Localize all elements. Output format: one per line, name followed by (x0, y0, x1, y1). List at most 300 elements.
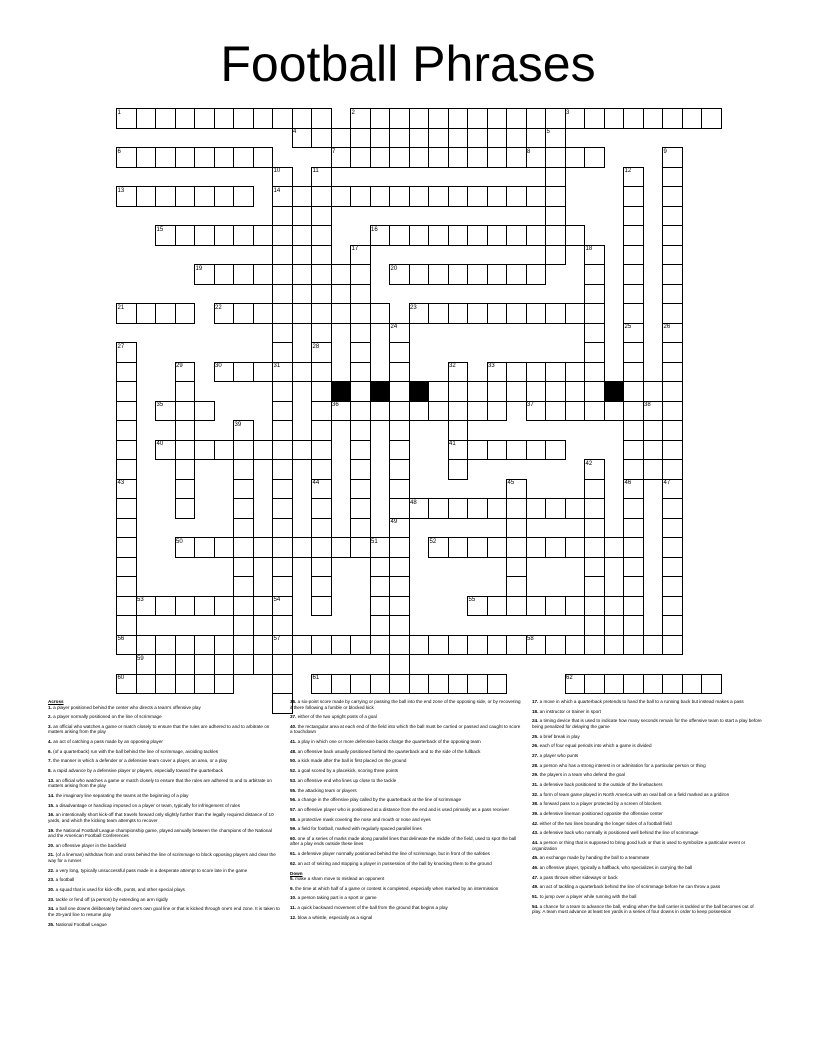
answer-square[interactable] (175, 635, 196, 656)
answer-square[interactable] (662, 615, 683, 636)
answer-square[interactable] (194, 635, 215, 656)
answer-square[interactable] (448, 537, 469, 558)
answer-square[interactable] (370, 128, 391, 149)
answer-square[interactable] (214, 225, 235, 246)
answer-square[interactable] (116, 381, 137, 402)
answer-square[interactable] (175, 147, 196, 168)
answer-square[interactable] (272, 557, 293, 578)
answer-square[interactable] (623, 674, 644, 695)
answer-square[interactable] (389, 147, 410, 168)
answer-square[interactable] (662, 596, 683, 617)
answer-square[interactable] (545, 225, 566, 246)
answer-square[interactable] (233, 440, 254, 461)
answer-square[interactable] (389, 420, 410, 441)
answer-square[interactable] (584, 323, 605, 344)
answer-square[interactable] (311, 440, 332, 461)
answer-square[interactable] (584, 342, 605, 363)
answer-square[interactable] (214, 186, 235, 207)
answer-square[interactable] (526, 537, 547, 558)
answer-square[interactable] (506, 635, 527, 656)
answer-square[interactable] (214, 654, 235, 675)
answer-square[interactable] (292, 537, 313, 558)
answer-square[interactable] (350, 440, 371, 461)
answer-square[interactable] (194, 147, 215, 168)
answer-square[interactable] (662, 674, 683, 695)
answer-square[interactable] (565, 401, 586, 422)
answer-square[interactable] (155, 186, 176, 207)
answer-square[interactable] (604, 596, 625, 617)
answer-square[interactable] (155, 108, 176, 129)
answer-square[interactable] (175, 654, 196, 675)
answer-square[interactable] (604, 108, 625, 129)
answer-square[interactable] (389, 342, 410, 363)
answer-square[interactable] (623, 401, 644, 422)
answer-square[interactable] (623, 557, 644, 578)
answer-square[interactable] (487, 108, 508, 129)
answer-square[interactable] (175, 674, 196, 695)
answer-square[interactable] (272, 284, 293, 305)
answer-square[interactable] (175, 420, 196, 441)
answer-square[interactable] (565, 381, 586, 402)
answer-square[interactable] (604, 401, 625, 422)
answer-square[interactable] (662, 225, 683, 246)
answer-square[interactable] (116, 596, 137, 617)
answer-square[interactable] (233, 186, 254, 207)
answer-square[interactable] (584, 108, 605, 129)
answer-square[interactable] (233, 576, 254, 597)
answer-square[interactable] (623, 420, 644, 441)
answer-square[interactable] (331, 674, 352, 695)
answer-square[interactable] (311, 206, 332, 227)
answer-square[interactable] (116, 537, 137, 558)
answer-square[interactable] (233, 479, 254, 500)
answer-square[interactable] (272, 342, 293, 363)
answer-square[interactable] (272, 401, 293, 422)
answer-square[interactable] (155, 635, 176, 656)
answer-square[interactable] (584, 576, 605, 597)
answer-square[interactable] (682, 108, 703, 129)
answer-square[interactable] (428, 147, 449, 168)
answer-square[interactable] (272, 381, 293, 402)
answer-square[interactable] (623, 225, 644, 246)
answer-square[interactable] (311, 303, 332, 324)
answer-square[interactable] (370, 674, 391, 695)
answer-square[interactable] (545, 537, 566, 558)
answer-square[interactable] (233, 303, 254, 324)
answer-square[interactable] (233, 108, 254, 129)
answer-square[interactable] (623, 186, 644, 207)
answer-square[interactable] (350, 479, 371, 500)
answer-square[interactable] (350, 537, 371, 558)
answer-square[interactable] (194, 440, 215, 461)
answer-square[interactable] (584, 518, 605, 539)
answer-square[interactable] (506, 128, 527, 149)
answer-square[interactable] (272, 459, 293, 480)
answer-square[interactable] (311, 186, 332, 207)
answer-square[interactable] (545, 498, 566, 519)
answer-square[interactable] (175, 401, 196, 422)
answer-square[interactable] (389, 381, 410, 402)
answer-square[interactable] (623, 576, 644, 597)
answer-square[interactable] (545, 167, 566, 188)
answer-square[interactable] (253, 654, 274, 675)
answer-square[interactable] (448, 498, 469, 519)
answer-square[interactable] (682, 674, 703, 695)
answer-square[interactable] (253, 264, 274, 285)
answer-square[interactable] (526, 362, 547, 383)
answer-square[interactable] (448, 401, 469, 422)
answer-square[interactable] (545, 401, 566, 422)
answer-square[interactable] (467, 128, 488, 149)
answer-square[interactable] (662, 264, 683, 285)
answer-square[interactable] (389, 225, 410, 246)
answer-square[interactable] (233, 362, 254, 383)
answer-square[interactable] (565, 537, 586, 558)
answer-square[interactable] (370, 596, 391, 617)
answer-square[interactable] (253, 225, 274, 246)
answer-square[interactable] (643, 674, 664, 695)
answer-square[interactable] (409, 147, 430, 168)
answer-square[interactable] (350, 635, 371, 656)
answer-square[interactable] (526, 108, 547, 129)
answer-square[interactable] (467, 537, 488, 558)
answer-square[interactable] (214, 440, 235, 461)
answer-square[interactable] (214, 264, 235, 285)
answer-square[interactable] (545, 206, 566, 227)
answer-square[interactable] (662, 557, 683, 578)
answer-square[interactable] (623, 381, 644, 402)
answer-square[interactable] (604, 635, 625, 656)
answer-square[interactable] (409, 635, 430, 656)
answer-square[interactable] (233, 615, 254, 636)
answer-square[interactable] (662, 576, 683, 597)
answer-square[interactable] (272, 479, 293, 500)
answer-square[interactable] (467, 635, 488, 656)
answer-square[interactable] (370, 576, 391, 597)
answer-square[interactable] (175, 108, 196, 129)
answer-square[interactable] (584, 381, 605, 402)
answer-square[interactable] (584, 362, 605, 383)
answer-square[interactable] (487, 537, 508, 558)
answer-square[interactable] (175, 479, 196, 500)
answer-square[interactable] (389, 596, 410, 617)
answer-square[interactable] (292, 303, 313, 324)
answer-square[interactable] (428, 674, 449, 695)
answer-square[interactable] (331, 186, 352, 207)
answer-square[interactable] (311, 108, 332, 129)
answer-square[interactable] (389, 537, 410, 558)
answer-square[interactable] (409, 128, 430, 149)
answer-square[interactable] (311, 284, 332, 305)
answer-square[interactable] (331, 303, 352, 324)
answer-square[interactable] (623, 206, 644, 227)
answer-square[interactable] (662, 401, 683, 422)
answer-square[interactable] (409, 186, 430, 207)
answer-square[interactable] (272, 537, 293, 558)
answer-square[interactable] (487, 225, 508, 246)
answer-square[interactable] (370, 615, 391, 636)
answer-square[interactable] (428, 381, 449, 402)
answer-square[interactable] (389, 576, 410, 597)
answer-square[interactable] (701, 674, 722, 695)
answer-square[interactable] (467, 498, 488, 519)
answer-square[interactable] (311, 264, 332, 285)
answer-square[interactable] (194, 186, 215, 207)
answer-square[interactable] (643, 635, 664, 656)
answer-square[interactable] (643, 381, 664, 402)
answer-square[interactable] (233, 635, 254, 656)
answer-square[interactable] (175, 186, 196, 207)
answer-square[interactable] (448, 459, 469, 480)
answer-square[interactable] (487, 674, 508, 695)
answer-square[interactable] (331, 537, 352, 558)
answer-square[interactable] (331, 128, 352, 149)
answer-square[interactable] (448, 147, 469, 168)
answer-square[interactable] (233, 518, 254, 539)
answer-square[interactable] (311, 518, 332, 539)
answer-square[interactable] (487, 498, 508, 519)
answer-square[interactable] (370, 635, 391, 656)
answer-square[interactable] (350, 186, 371, 207)
answer-square[interactable] (506, 537, 527, 558)
answer-square[interactable] (389, 654, 410, 675)
answer-square[interactable] (175, 225, 196, 246)
answer-square[interactable] (506, 576, 527, 597)
answer-square[interactable] (467, 108, 488, 129)
answer-square[interactable] (662, 420, 683, 441)
answer-square[interactable] (350, 323, 371, 344)
answer-square[interactable] (272, 303, 293, 324)
answer-square[interactable] (155, 674, 176, 695)
answer-square[interactable] (565, 362, 586, 383)
answer-square[interactable] (428, 264, 449, 285)
answer-square[interactable] (584, 674, 605, 695)
answer-square[interactable] (467, 440, 488, 461)
answer-square[interactable] (662, 440, 683, 461)
answer-square[interactable] (194, 225, 215, 246)
answer-square[interactable] (643, 420, 664, 441)
answer-square[interactable] (389, 459, 410, 480)
answer-square[interactable] (467, 381, 488, 402)
answer-square[interactable] (526, 498, 547, 519)
answer-square[interactable] (116, 420, 137, 441)
answer-square[interactable] (233, 596, 254, 617)
answer-square[interactable] (506, 498, 527, 519)
answer-square[interactable] (311, 128, 332, 149)
answer-square[interactable] (233, 498, 254, 519)
answer-square[interactable] (506, 381, 527, 402)
answer-square[interactable] (506, 596, 527, 617)
answer-square[interactable] (604, 674, 625, 695)
answer-square[interactable] (448, 128, 469, 149)
answer-square[interactable] (136, 147, 157, 168)
answer-square[interactable] (526, 440, 547, 461)
answer-square[interactable] (584, 147, 605, 168)
answer-square[interactable] (311, 362, 332, 383)
answer-square[interactable] (428, 186, 449, 207)
answer-square[interactable] (370, 401, 391, 422)
answer-square[interactable] (623, 459, 644, 480)
answer-square[interactable] (311, 225, 332, 246)
answer-square[interactable] (175, 498, 196, 519)
answer-square[interactable] (448, 674, 469, 695)
answer-square[interactable] (662, 186, 683, 207)
answer-square[interactable] (194, 674, 215, 695)
answer-square[interactable] (487, 303, 508, 324)
answer-square[interactable] (545, 596, 566, 617)
answer-square[interactable] (272, 518, 293, 539)
answer-square[interactable] (233, 654, 254, 675)
answer-square[interactable] (136, 108, 157, 129)
answer-square[interactable] (545, 147, 566, 168)
answer-square[interactable] (175, 440, 196, 461)
answer-square[interactable] (506, 362, 527, 383)
answer-square[interactable] (311, 498, 332, 519)
answer-square[interactable] (350, 303, 371, 324)
answer-square[interactable] (311, 576, 332, 597)
answer-square[interactable] (311, 635, 332, 656)
answer-square[interactable] (194, 654, 215, 675)
answer-square[interactable] (506, 108, 527, 129)
answer-square[interactable] (155, 596, 176, 617)
answer-square[interactable] (604, 537, 625, 558)
answer-square[interactable] (428, 128, 449, 149)
answer-square[interactable] (506, 518, 527, 539)
answer-square[interactable] (448, 381, 469, 402)
answer-square[interactable] (487, 440, 508, 461)
answer-square[interactable] (214, 147, 235, 168)
answer-square[interactable] (428, 635, 449, 656)
answer-square[interactable] (116, 362, 137, 383)
answer-square[interactable] (623, 498, 644, 519)
answer-square[interactable] (506, 557, 527, 578)
answer-square[interactable] (487, 147, 508, 168)
answer-square[interactable] (389, 108, 410, 129)
answer-square[interactable] (487, 128, 508, 149)
answer-square[interactable] (116, 401, 137, 422)
answer-square[interactable] (311, 401, 332, 422)
answer-square[interactable] (136, 674, 157, 695)
answer-square[interactable] (292, 264, 313, 285)
answer-square[interactable] (506, 440, 527, 461)
answer-square[interactable] (116, 615, 137, 636)
answer-square[interactable] (350, 420, 371, 441)
answer-square[interactable] (311, 596, 332, 617)
answer-square[interactable] (272, 206, 293, 227)
answer-square[interactable] (487, 186, 508, 207)
answer-square[interactable] (662, 537, 683, 558)
answer-square[interactable] (623, 245, 644, 266)
answer-square[interactable] (292, 635, 313, 656)
answer-square[interactable] (253, 303, 274, 324)
answer-square[interactable] (136, 303, 157, 324)
answer-square[interactable] (272, 498, 293, 519)
answer-square[interactable] (272, 615, 293, 636)
answer-square[interactable] (116, 459, 137, 480)
answer-square[interactable] (350, 128, 371, 149)
answer-square[interactable] (545, 303, 566, 324)
answer-square[interactable] (506, 147, 527, 168)
answer-square[interactable] (116, 518, 137, 539)
answer-square[interactable] (487, 635, 508, 656)
answer-square[interactable] (467, 303, 488, 324)
answer-square[interactable] (584, 615, 605, 636)
answer-square[interactable] (409, 264, 430, 285)
answer-square[interactable] (467, 225, 488, 246)
answer-square[interactable] (467, 401, 488, 422)
answer-square[interactable] (545, 362, 566, 383)
answer-square[interactable] (623, 362, 644, 383)
answer-square[interactable] (155, 654, 176, 675)
answer-square[interactable] (545, 186, 566, 207)
answer-square[interactable] (506, 186, 527, 207)
answer-square[interactable] (623, 615, 644, 636)
answer-square[interactable] (253, 147, 274, 168)
answer-square[interactable] (311, 381, 332, 402)
answer-square[interactable] (643, 108, 664, 129)
answer-square[interactable] (623, 108, 644, 129)
answer-square[interactable] (253, 108, 274, 129)
answer-square[interactable] (389, 557, 410, 578)
answer-square[interactable] (350, 342, 371, 363)
answer-square[interactable] (526, 381, 547, 402)
answer-square[interactable] (155, 147, 176, 168)
answer-square[interactable] (662, 245, 683, 266)
answer-square[interactable] (370, 557, 391, 578)
answer-square[interactable] (253, 537, 274, 558)
answer-square[interactable] (584, 537, 605, 558)
answer-square[interactable] (194, 596, 215, 617)
answer-square[interactable] (448, 186, 469, 207)
answer-square[interactable] (214, 537, 235, 558)
answer-square[interactable] (233, 459, 254, 480)
answer-square[interactable] (448, 108, 469, 129)
answer-square[interactable] (272, 420, 293, 441)
answer-square[interactable] (233, 537, 254, 558)
answer-square[interactable] (370, 147, 391, 168)
answer-square[interactable] (448, 225, 469, 246)
answer-square[interactable] (545, 108, 566, 129)
answer-square[interactable] (506, 264, 527, 285)
answer-square[interactable] (428, 303, 449, 324)
answer-square[interactable] (331, 264, 352, 285)
answer-square[interactable] (623, 440, 644, 461)
answer-square[interactable] (272, 264, 293, 285)
answer-square[interactable] (662, 362, 683, 383)
answer-square[interactable] (389, 401, 410, 422)
answer-square[interactable] (350, 284, 371, 305)
answer-square[interactable] (623, 342, 644, 363)
answer-square[interactable] (350, 674, 371, 695)
answer-square[interactable] (389, 674, 410, 695)
answer-square[interactable] (331, 635, 352, 656)
answer-square[interactable] (233, 557, 254, 578)
answer-square[interactable] (584, 498, 605, 519)
answer-square[interactable] (565, 225, 586, 246)
answer-square[interactable] (175, 459, 196, 480)
answer-square[interactable] (272, 576, 293, 597)
answer-square[interactable] (623, 264, 644, 285)
answer-square[interactable] (584, 264, 605, 285)
answer-square[interactable] (389, 479, 410, 500)
answer-square[interactable] (662, 108, 683, 129)
answer-square[interactable] (272, 245, 293, 266)
answer-square[interactable] (272, 225, 293, 246)
answer-square[interactable] (389, 615, 410, 636)
answer-square[interactable] (272, 108, 293, 129)
answer-square[interactable] (175, 596, 196, 617)
answer-square[interactable] (584, 401, 605, 422)
